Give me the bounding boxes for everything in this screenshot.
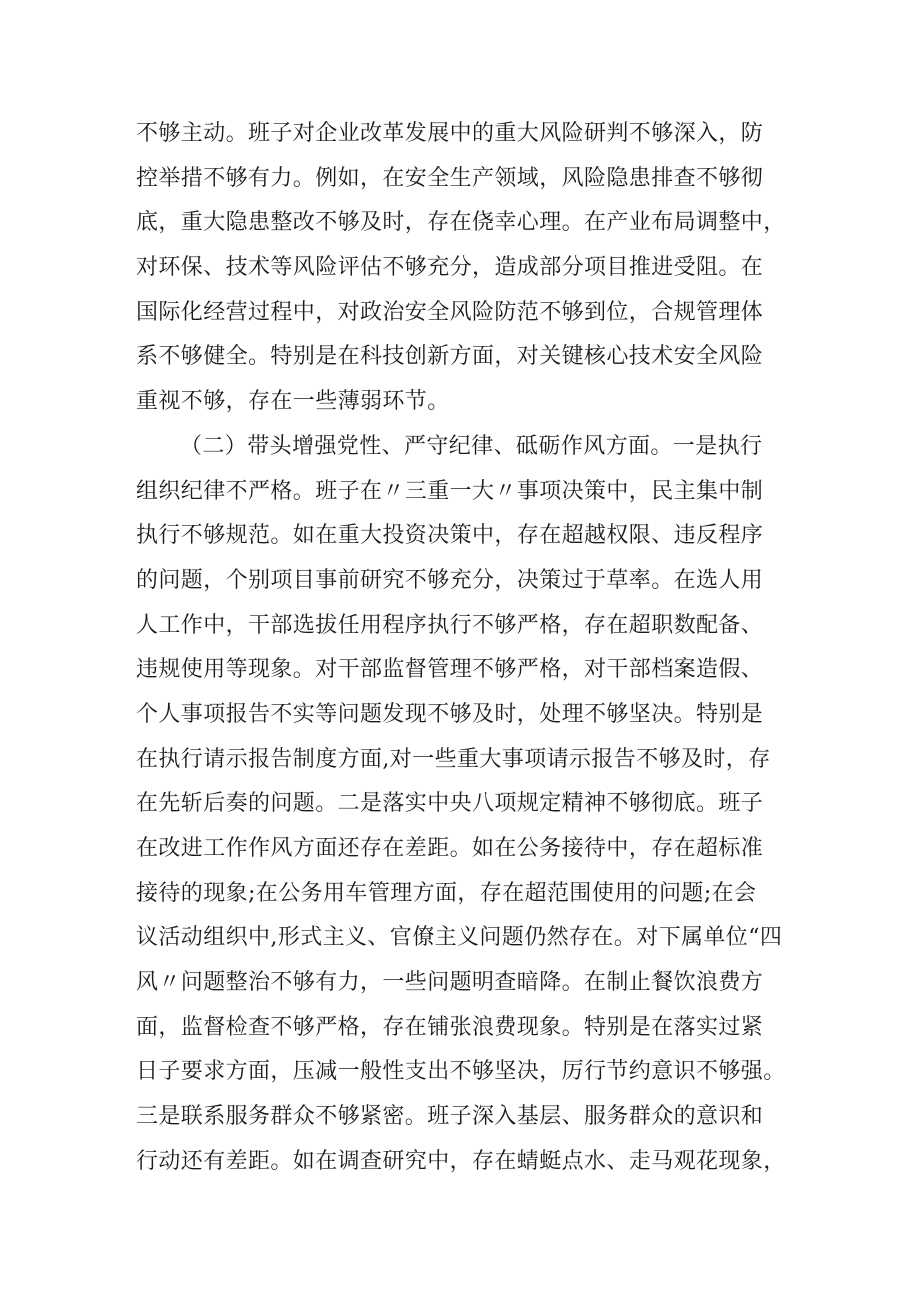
text-line: 面，监督检查不够严格，存在铺张浪费现象。特别是在落实过紧 (136, 1014, 764, 1040)
text-line: 个人事项报告不实等问题发现不够及时，处理不够坚决。特别是 (136, 701, 764, 727)
text-line: 重视不够，存在一些薄弱环节。 (136, 389, 450, 415)
body-text (136, 112, 792, 1185)
section-heading-line: （二）带头增强党性、严守纪律、砥砺作风方面。一是执行 (180, 433, 763, 459)
text-line: 风〃问题整治不够有力，一些问题明查暗降。在制止餐饮浪费方 (136, 970, 764, 996)
text-line: 的问题，个别项目事前研究不够充分，决策过于草率。在选人用 (136, 567, 764, 593)
text-line: 在先斩后奏的问题。二是落实中央八项规定精神不够彻底。班子 (136, 791, 764, 817)
text-line: 组织纪律不严格。班子在〃三重一大〃事项决策中，民主集中制 (136, 478, 764, 504)
text-line: 议活动组织中,形式主义、官僚主义问题仍然存在。对下属单位“四 (136, 925, 783, 951)
text-line: 在改进工作作风方面还存在差距。如在公务接待中，存在超标准 (136, 836, 764, 861)
text-line: 日子要求方面，压减一般性支出不够坚决，厉行节约意识不够强。 (136, 1059, 786, 1085)
text-line: 系不够健全。特别是在科技创新方面，对关键核心技术安全风险 (136, 344, 764, 370)
text-line: 执行不够规范。如在重大投资决策中，存在超越权限、违反程序 (136, 523, 764, 549)
text-line: 三是联系服务群众不够紧密。班子深入基层、服务群众的意识和 (136, 1104, 764, 1130)
text-line: 人工作中，干部选拔任用程序执行不够严格，存在超职数配备、 (136, 612, 764, 638)
text-line: 对环保、技术等风险评估不够充分，造成部分项目推进受阻。在 (136, 255, 764, 281)
text-line: 不够主动。班子对企业改革发展中的重大风险研判不够深入，防 (136, 121, 764, 146)
text-line: 在执行请示报告制度方面,对一些重大事项请示报告不够及时，存 (136, 746, 771, 772)
text-line: 行动还有差距。如在调查研究中，存在蜻蜓点水、走马观花现象， (136, 1148, 786, 1174)
text-line: 接待的现象;在公务用车管理方面，存在超范围使用的问题;在会 (136, 880, 757, 906)
text-line: 控举措不够有力。例如，在安全生产领域，风险隐患排查不够彻 (136, 165, 764, 191)
text-line: 违规使用等现象。对干部监督管理不够严格，对干部档案造假、 (136, 657, 764, 683)
text-line: 国际化经营过程中，对政治安全风险防范不够到位，合规管理体 (136, 299, 764, 325)
text-line: 底，重大隐患整改不够及时，存在侥幸心理。在产业布局调整中， (136, 210, 786, 236)
